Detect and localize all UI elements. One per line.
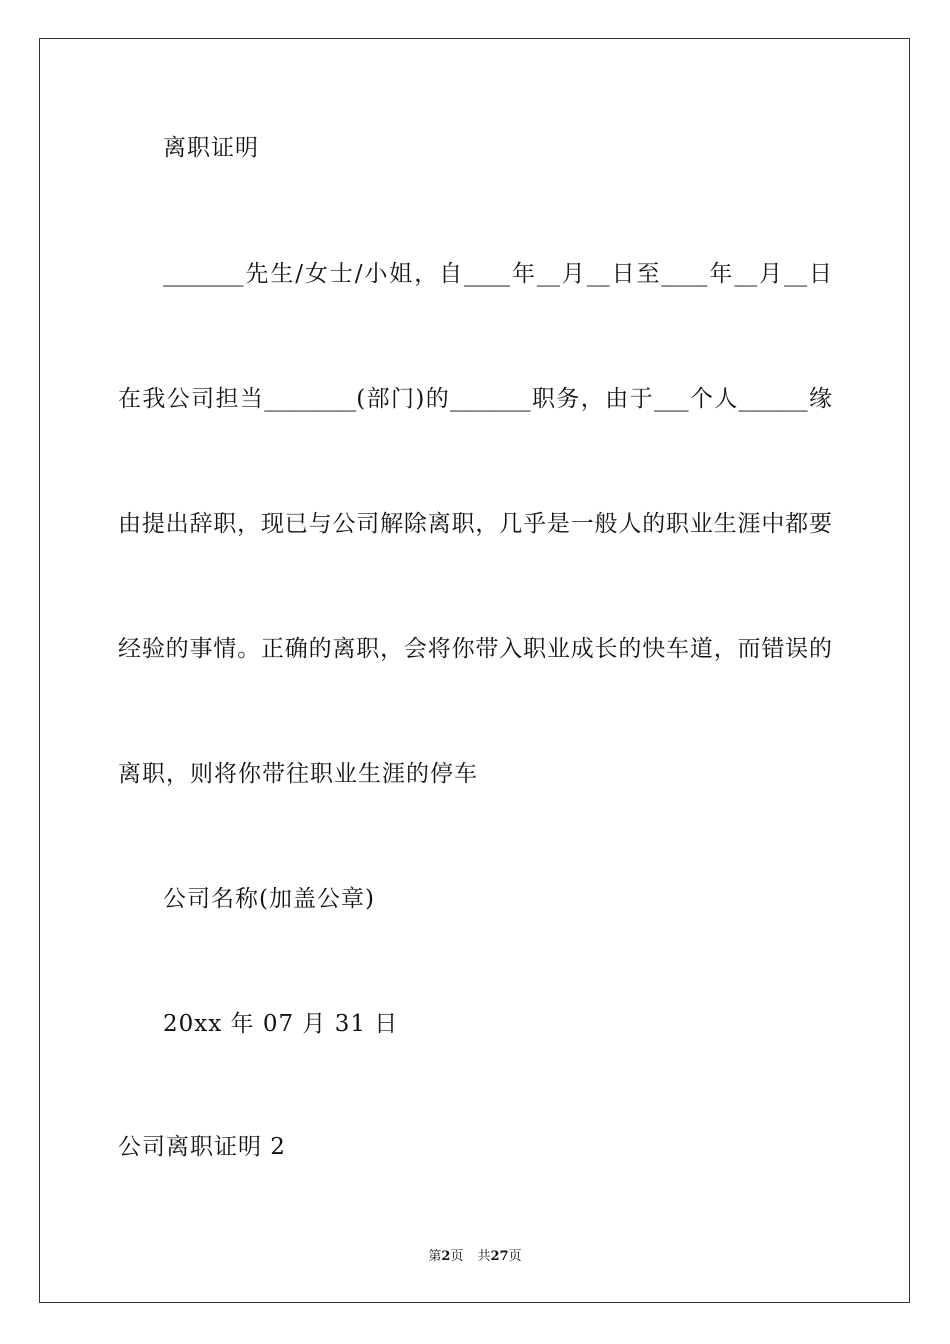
issue-date: 20xx 年 07 月 31 日 <box>163 1011 399 1037</box>
footer-total-prefix: 共 <box>477 1249 491 1264</box>
footer-total-suffix: 页 <box>508 1249 522 1264</box>
body-line-2: 在我公司担当________(部门)的_______职务，由于___个人______缘 <box>118 386 832 412</box>
next-section-heading: 公司离职证明 2 <box>118 1134 286 1160</box>
footer-total-pages: 27 <box>490 1249 509 1264</box>
page-footer <box>0 1248 950 1266</box>
body-line-4: 经验的事情。正确的离职，会将你带入职业成长的快车道，而错误的 <box>118 636 832 662</box>
certificate-heading: 离职证明 <box>163 135 259 161</box>
footer-page-prefix: 第 <box>428 1249 442 1264</box>
company-name-seal: 公司名称(加盖公章) <box>163 886 375 912</box>
body-line-3: 由提出辞职，现已与公司解除离职，几乎是一般人的职业生涯中都要 <box>118 511 832 537</box>
body-line-5: 离职，则将你带往职业生涯的停车 <box>118 761 478 787</box>
footer-page-suffix: 页 <box>450 1249 464 1264</box>
body-line-1: _______先生/女士/小姐，自____年__月__日至____年__月__日 <box>163 261 832 287</box>
footer-page-number: 2 <box>441 1249 451 1264</box>
page-border <box>39 38 910 1303</box>
